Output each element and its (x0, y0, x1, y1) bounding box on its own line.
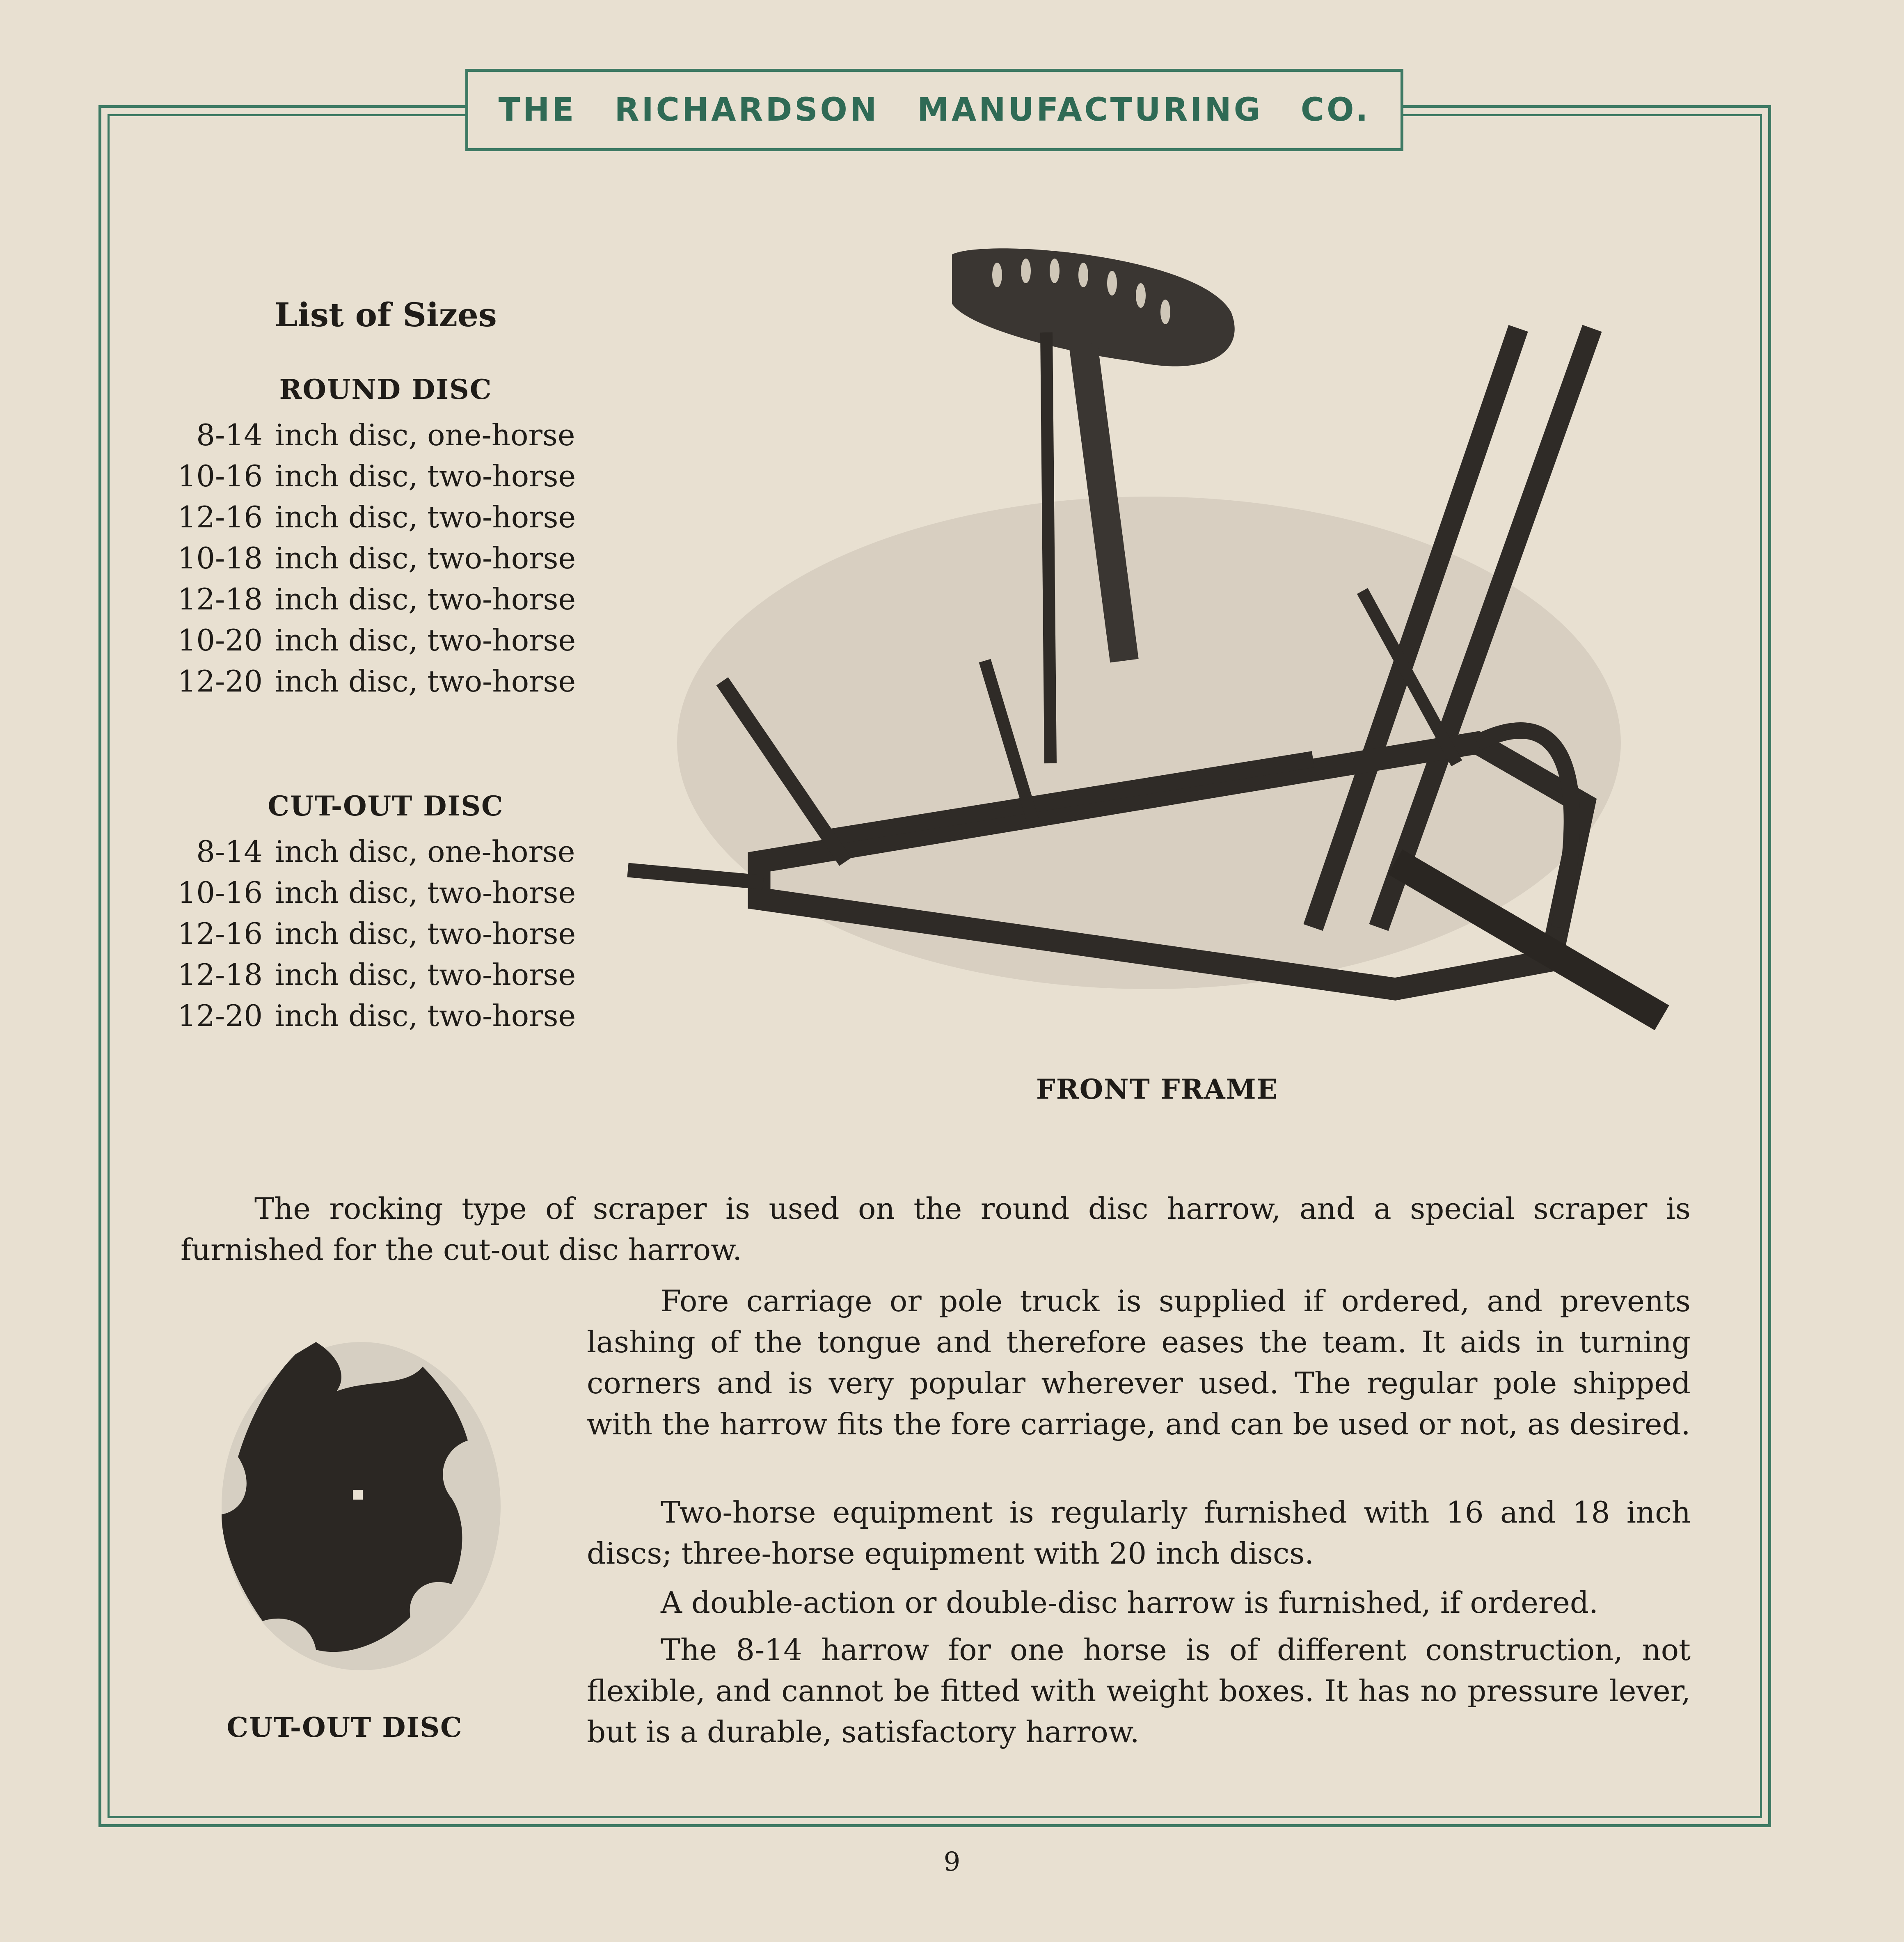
list-item: 8-14 inch disc, one-horse (196, 418, 575, 452)
list-item: 12-16 inch disc, two-horse (177, 500, 576, 534)
cutout-disc-illustration (213, 1330, 509, 1683)
round-disc-heading: ROUND DISC (279, 373, 492, 405)
body-paragraph-3: Two-horse equipment is regularly furnished with 16 and 18 inch discs; three-horse equipment with 20 inch discs. (587, 1495, 1691, 1571)
page-number: 9 (943, 1847, 961, 1877)
list-item: 10-16 inch disc, two-horse (177, 459, 576, 493)
list-item: 10-18 inch disc, two-horse (177, 541, 576, 575)
cutout-disc-caption: CUT-OUT DISC (227, 1711, 463, 1743)
list-item: 12-18 inch disc, two-horse (177, 582, 576, 616)
body-paragraph-2: Fore carriage or pole truck is supplied if ordered, and prevents lashing of the tongue and therefore eases the team. It aids in turning corners and is very popular wherever used. The regular pole shipped with the harrow fits the fore carriage, and can be used or not, as desired. (587, 1284, 1691, 1441)
sizes-title: List of Sizes (275, 295, 497, 334)
round-disc-list (172, 415, 576, 702)
list-item: 12-20 inch disc, two-horse (177, 998, 576, 1033)
list-item: 8-14 inch disc, one-horse (196, 834, 575, 869)
list-item: 12-20 inch disc, two-horse (177, 664, 576, 698)
cutout-disc-heading: CUT-OUT DISC (268, 790, 504, 822)
company-title: THE RICHARDSON MANUFACTURING CO. (498, 92, 1371, 128)
list-item: 10-20 inch disc, two-horse (177, 623, 576, 657)
body-paragraph-5: The 8-14 harrow for one horse is of different construction, not flexible, and cannot be fitted with weight boxes. It has no pressure lever, but is a durable, satisfactory harrow. (587, 1633, 1691, 1749)
list-item: 12-16 inch disc, two-horse (177, 916, 576, 951)
cutout-disc-list (172, 831, 576, 1036)
list-item: 12-18 inch disc, two-horse (177, 957, 576, 992)
body-paragraph-4: A double-action or double-disc harrow is furnished, if ordered. (661, 1585, 1598, 1620)
front-frame-illustration (616, 230, 1682, 1092)
body-paragraph-1: The rocking type of scraper is used on the round disc harrow, and a special scraper is furnished for the cut-out disc harrow. (181, 1191, 1691, 1267)
header-box (465, 69, 1403, 151)
list-item: 10-16 inch disc, two-horse (177, 875, 576, 910)
front-frame-caption: FRONT FRAME (1036, 1073, 1278, 1105)
